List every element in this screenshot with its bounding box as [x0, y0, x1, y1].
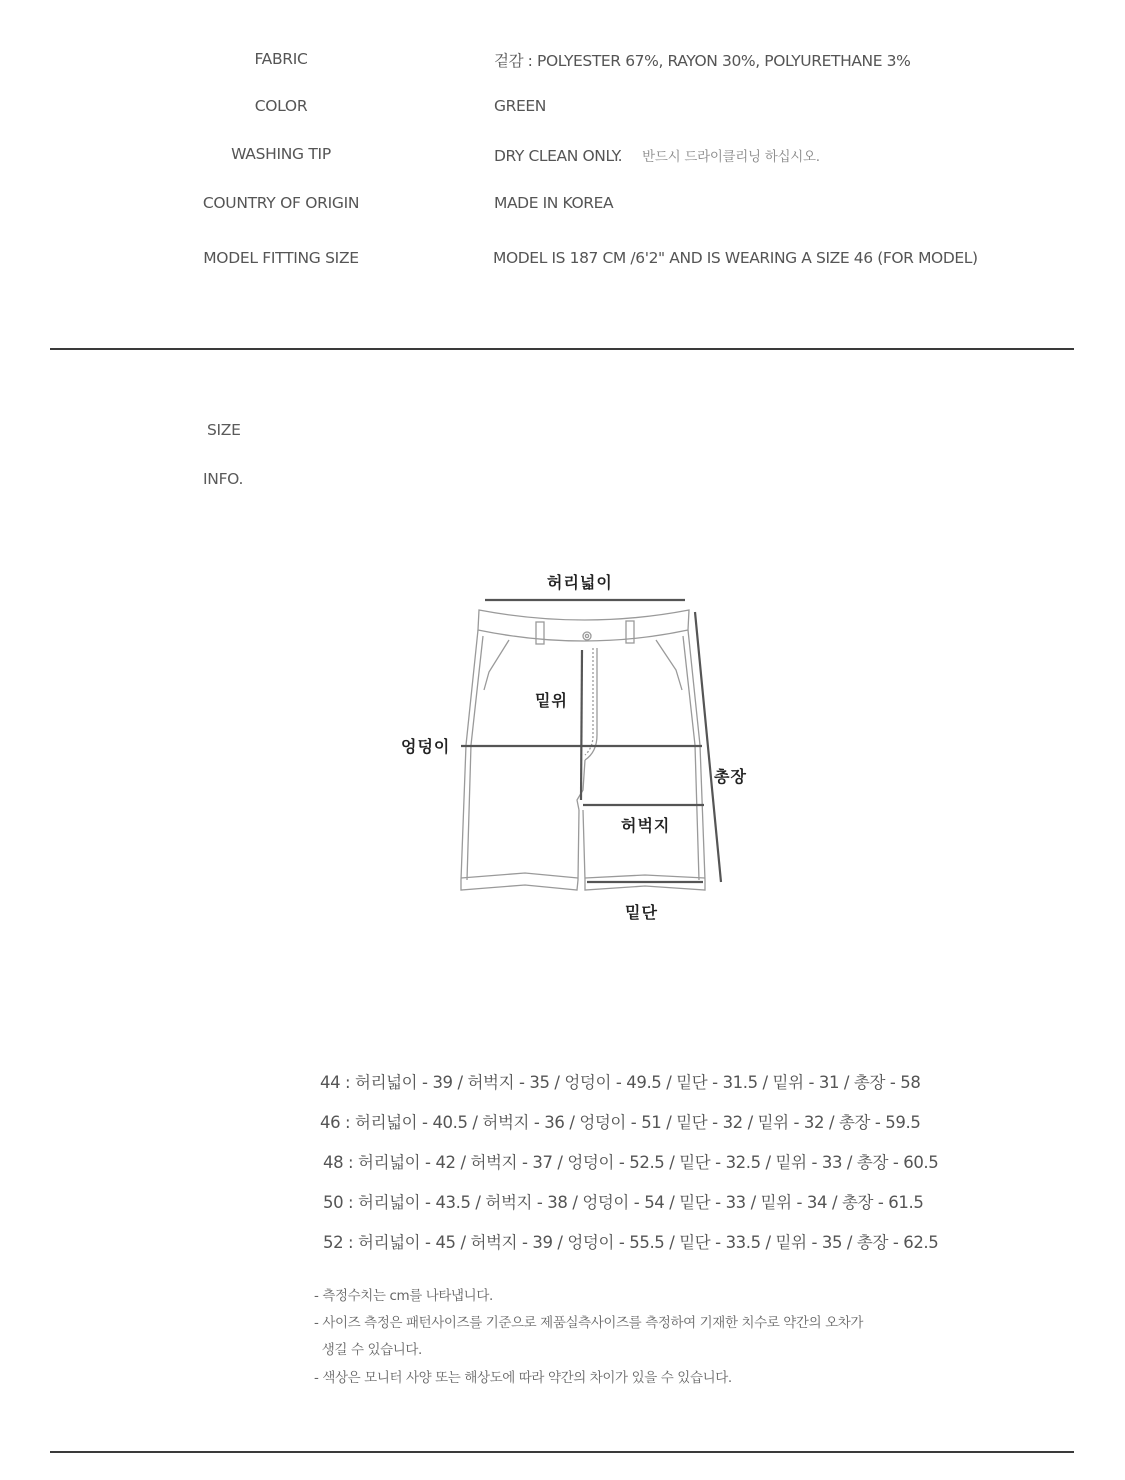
spec-label-model-size: MODEL FITTING SIZE [203, 249, 359, 267]
spec-label-fabric: FABRIC [254, 50, 308, 68]
spec-value-color: GREEN [494, 97, 546, 115]
size-row-50: 50 : 허리넓이 - 43.5 / 허벅지 - 38 / 엉덩이 - 54 / 밑단 - 33 / 밑위 - 34 / 총장 - 61.5 [323, 1193, 924, 1212]
note-line-4: - 색상은 모니터 사양 또는 해상도에 따라 약간의 차이가 있을 수 있습니다. [314, 1370, 732, 1386]
size-info-label-line1: SIZE [207, 421, 241, 439]
size-row-44: 44 : 허리넓이 - 39 / 허벅지 - 35 / 엉덩이 - 49.5 / 밑단 - 31.5 / 밑위 - 31 / 총장 - 58 [320, 1073, 921, 1092]
spec-label-color: COLOR [254, 97, 308, 115]
size-row-48: 48 : 허리넓이 - 42 / 허벅지 - 37 / 엉덩이 - 52.5 / 밑단 - 32.5 / 밑위 - 33 / 총장 - 60.5 [323, 1153, 939, 1172]
diagram-label-hem: 밑단 [625, 903, 658, 922]
spec-label-washing-tip: WASHING TIP [231, 145, 331, 163]
section-divider-bottom [50, 1451, 1074, 1453]
spec-value-model-size: MODEL IS 187 CM /6'2" AND IS WEARING A SIZE 46 (FOR MODEL) [493, 249, 978, 267]
note-line-1: - 측정수치는 cm를 나타냅니다. [314, 1288, 493, 1304]
spec-value-fabric: 겉감 : POLYESTER 67%, RAYON 30%, POLYURETHANE 3% [494, 52, 911, 70]
diagram-label-thigh: 허벅지 [621, 816, 671, 835]
spec-value-country: MADE IN KOREA [494, 194, 614, 212]
note-line-3: 생길 수 있습니다. [314, 1342, 422, 1358]
diagram-label-hip: 엉덩이 [401, 737, 451, 756]
size-info-label-line2: INFO. [203, 470, 244, 488]
diagram-label-waist: 허리넓이 [547, 573, 613, 592]
size-row-46: 46 : 허리넓이 - 40.5 / 허벅지 - 36 / 엉덩이 - 51 / 밑단 - 32 / 밑위 - 32 / 총장 - 59.5 [320, 1113, 921, 1132]
washing-tip-note: 반드시 드라이클리닝 하십시오. [642, 149, 820, 165]
washing-tip-text: DRY CLEAN ONLY. [494, 147, 623, 165]
note-line-2: - 사이즈 측정은 패턴사이즈를 기준으로 제품실측사이즈를 측정하여 기재한 치수로 약간의 오차가 [314, 1315, 864, 1331]
diagram-label-length: 총장 [714, 767, 747, 786]
spec-label-country: COUNTRY OF ORIGIN [202, 194, 360, 212]
diagram-label-rise: 밑위 [535, 691, 568, 710]
size-row-52: 52 : 허리넓이 - 45 / 허벅지 - 39 / 엉덩이 - 55.5 / 밑단 - 33.5 / 밑위 - 35 / 총장 - 62.5 [323, 1233, 939, 1252]
